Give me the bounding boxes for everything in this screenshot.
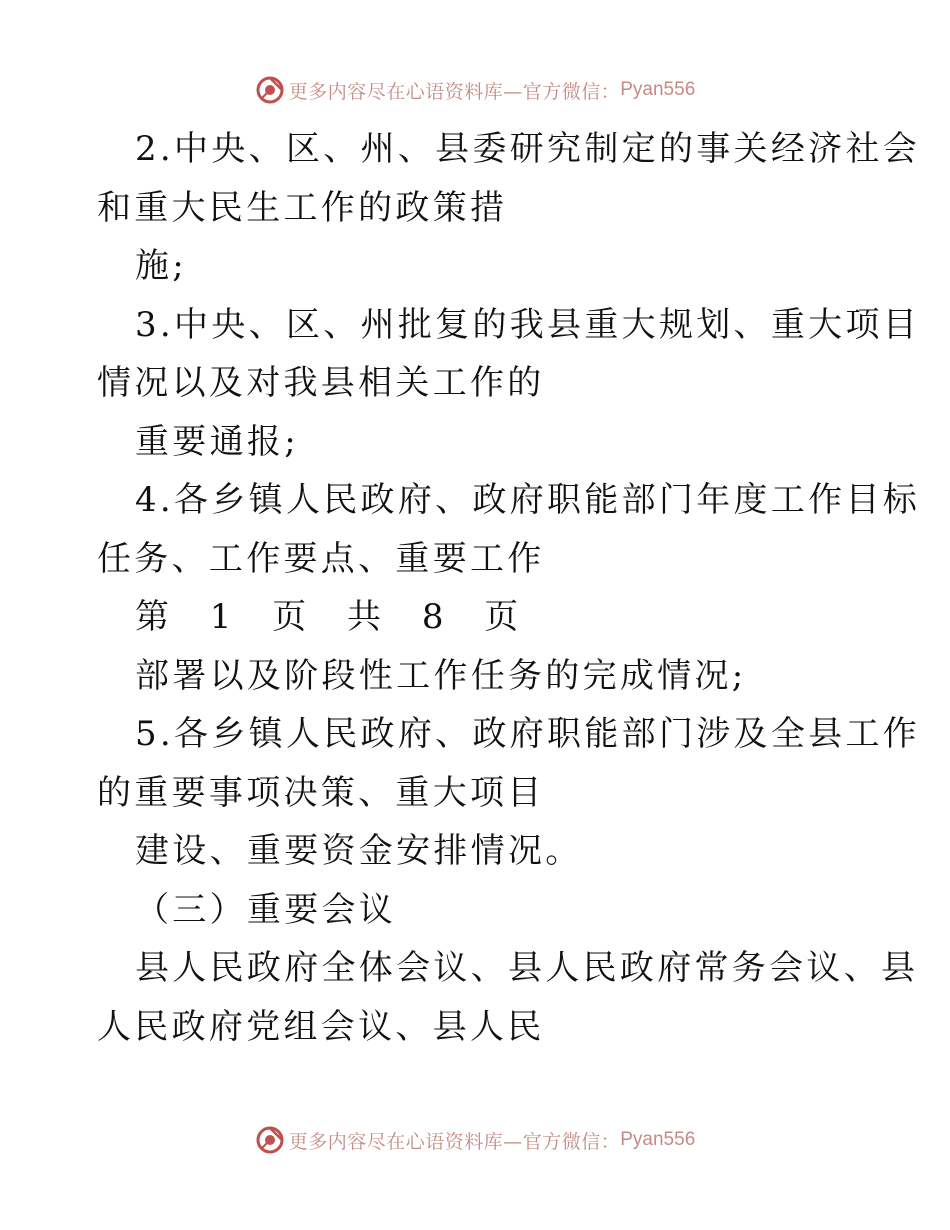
text-line: 2.中央、区、州、县委研究制定的事关经济社会 [135,129,921,169]
footer-banner-text: 更多内容尽在心语资料库—官方微信： [288,1130,621,1153]
text-line: 施; [135,246,188,286]
header-banner-text: 更多内容尽在心语资料库—官方微信： [288,80,621,103]
text-line: 重要通报; [135,421,299,462]
page-number: 第 1 页 共 8 页 [135,597,525,637]
text-line: 任务、工作要点、重要工作 [97,538,545,579]
text-line: 情况以及对我县相关工作的 [97,363,545,403]
document-body [97,120,921,1056]
section-heading: （三）重要会议 [135,889,397,930]
brand-logo-icon [255,75,285,105]
text-line: 和重大民生工作的政策措 [97,187,508,228]
header-banner [0,70,950,110]
text-line: 的重要事项决策、重大项目 [97,772,545,813]
text-line: 3.中央、区、州批复的我县重大规划、重大项目 [135,304,921,345]
text-line: 部署以及阶段性工作任务的完成情况; [135,655,747,696]
text-line: 人民政府党组会议、县人民 [97,1006,545,1047]
text-line: 4.各乡镇人民政府、政府职能部门年度工作目标 [135,480,921,520]
footer-banner-id: Pyan556 [620,1129,696,1150]
text-line: 建设、重要资金安排情况。 [135,831,583,871]
text-line: 5.各乡镇人民政府、政府职能部门涉及全县工作 [135,714,921,754]
footer-banner [0,1120,950,1160]
brand-logo-icon [255,1125,285,1155]
header-banner-id: Pyan556 [620,79,696,100]
text-line: 县人民政府全体会议、县人民政府常务会议、县 [135,948,919,988]
